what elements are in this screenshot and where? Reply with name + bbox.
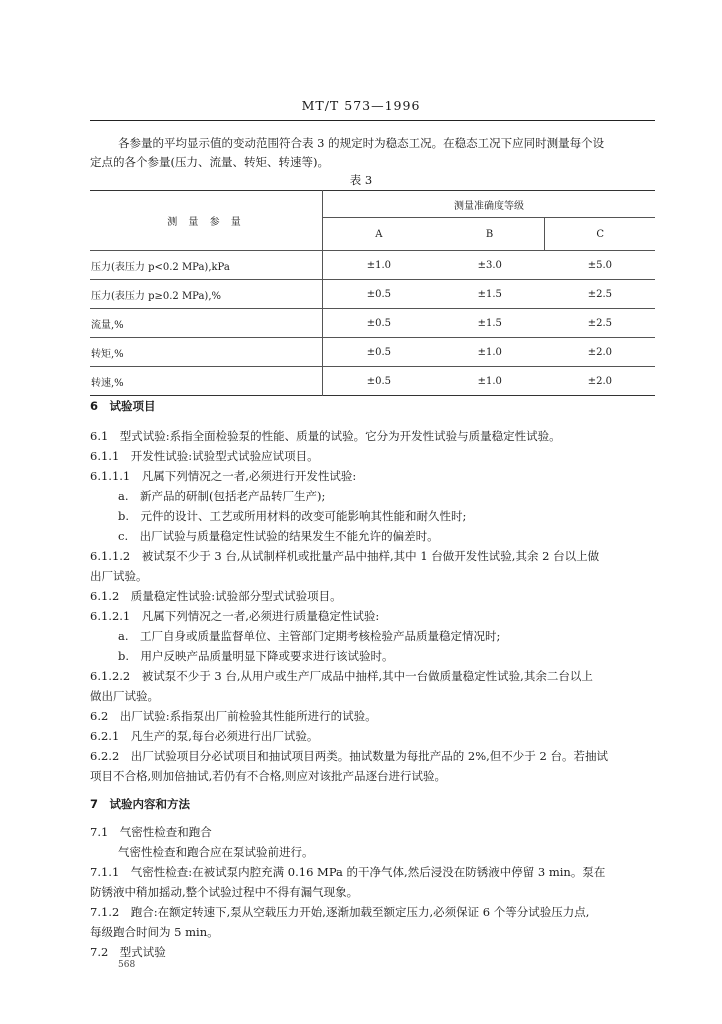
clause-6-1-1-1: 6.1.1.1 凡属下列情况之一者,必须进行开发性试验: <box>90 469 357 483</box>
clause-6-2-2-line-2: 项目不合格,则加倍抽试,若仍有不合格,则应对该批产品逐台进行试验。 <box>90 769 446 783</box>
value-c: ±5.0 <box>545 251 655 280</box>
clause-6-1-2-2-line-2: 做出厂试验。 <box>90 689 159 703</box>
value-a: ±0.5 <box>323 338 435 367</box>
table-caption: 表 3 <box>349 173 373 187</box>
clause-6-1-2-2-line-1: 6.1.2.2 被试泵不少于 3 台,从用户或生产厂成品中抽样,其中一台做质量稳定性试验,其余二台以上 <box>90 669 593 683</box>
value-c: ±2.0 <box>545 338 655 367</box>
param-cell: 压力(表压力 p<0.2 MPa),kPa <box>90 251 323 280</box>
clause-6-2-1: 6.2.1 凡生产的泵,每台必须进行出厂试验。 <box>90 729 319 743</box>
value-b: ±1.0 <box>435 338 545 367</box>
clause-6-1-1-1-a: a. 新产品的研制(包括老产品转厂生产); <box>118 489 326 503</box>
clause-7-1-1-line-1: 7.1.1 气密性检查:在被试泵内腔充满 0.16 MPa 的干净气体,然后浸没在防锈液中停留 3 min。泵在 <box>90 865 606 879</box>
param-column-header: 测 量 参 量 <box>167 217 245 228</box>
section-6-heading: 6 试验项目 <box>90 399 156 413</box>
header-rule <box>90 120 655 121</box>
standard-number-header: MT/T 573—1996 <box>301 98 421 113</box>
clause-6-1-2-1-a: a. 工厂自身或质量监督单位、主管部门定期考核检验产品质量稳定情况时; <box>118 629 501 643</box>
value-a: ±0.5 <box>323 309 435 338</box>
clause-6-1-1: 6.1.1 开发性试验:试验型式试验应试项目。 <box>90 449 319 463</box>
table-row <box>90 338 655 367</box>
table-row <box>90 251 655 280</box>
clause-7-1-2-line-2: 每级跑合时间为 5 min。 <box>90 925 219 939</box>
value-b: ±1.0 <box>435 367 545 396</box>
clause-7-2: 7.2 型式试验 <box>90 945 166 959</box>
clause-6-1-1-2-line-1: 6.1.1.2 被试泵不少于 3 台,从试制样机或批量产品中抽样,其中 1 台做开发性试验,其余 2 台以上做 <box>90 549 600 563</box>
table-3 <box>90 190 655 396</box>
clause-6-1-1-2-line-2: 出厂试验。 <box>90 569 148 583</box>
value-c: ±2.0 <box>545 367 655 396</box>
clause-7-1-1-line-2: 防锈液中稍加摇动,整个试验过程中不得有漏气现象。 <box>90 885 359 899</box>
table-row <box>90 280 655 309</box>
page-number: 568 <box>118 960 136 970</box>
grade-a-header: A <box>323 218 435 251</box>
grade-b-header: B <box>435 218 545 251</box>
param-cell: 转矩,% <box>90 338 323 367</box>
clause-7-1: 7.1 气密性检查和跑合 <box>90 825 212 839</box>
value-a: ±1.0 <box>323 251 435 280</box>
value-a: ±0.5 <box>323 280 435 309</box>
value-a: ±0.5 <box>323 367 435 396</box>
clause-6-1-2-1-b: b. 用户反映产品质量明显下降或要求进行该试验时。 <box>118 649 394 663</box>
clause-6-1-1-1-b: b. 元件的设计、工艺或所用材料的改变可能影响其性能和耐久性时; <box>118 509 467 523</box>
table-row <box>90 367 655 396</box>
intro-line-2: 定点的各个参量(压力、流量、转矩、转速等)。 <box>90 155 329 169</box>
clause-6-1-1-1-c: c. 出厂试验与质量稳定性试验的结果发生不能允许的偏差时。 <box>118 529 439 543</box>
param-cell: 转速,% <box>90 367 323 396</box>
clause-6-1-2: 6.1.2 质量稳定性试验:试验部分型式试验项目。 <box>90 589 342 603</box>
grade-column-header: 测量准确度等级 <box>323 191 656 218</box>
clause-6-1-2-1: 6.1.2.1 凡属下列情况之一者,必须进行质量稳定性试验: <box>90 609 380 623</box>
table-row <box>90 309 655 338</box>
intro-line-1: 各参量的平均显示值的变动范围符合表 3 的规定时为稳态工况。在稳态工况下应同时测量每个设 <box>118 136 605 150</box>
value-c: ±2.5 <box>545 280 655 309</box>
clause-7-1-intro: 气密性检查和跑合应在泵试验前进行。 <box>118 845 314 859</box>
value-b: ±1.5 <box>435 280 545 309</box>
value-b: ±3.0 <box>435 251 545 280</box>
clause-6-1: 6.1 型式试验:系指全面检验泵的性能、质量的试验。它分为开发性试验与质量稳定性试验。 <box>90 429 561 443</box>
clause-6-2-2-line-1: 6.2.2 出厂试验项目分必试项目和抽试项目两类。抽试数量为每批产品的 2%,但不少于 2 台。若抽试 <box>90 749 608 763</box>
param-cell: 压力(表压力 p≥0.2 MPa),% <box>90 280 323 309</box>
value-b: ±1.5 <box>435 309 545 338</box>
clause-7-1-2-line-1: 7.1.2 跑合:在额定转速下,泵从空载压力开始,逐渐加载至额定压力,必须保证 6 个等分试验压力点, <box>90 905 590 919</box>
grade-c-header: C <box>545 218 655 251</box>
param-cell: 流量,% <box>90 309 323 338</box>
clause-6-2: 6.2 出厂试验:系指泵出厂前检验其性能所进行的试验。 <box>90 709 377 723</box>
value-c: ±2.5 <box>545 309 655 338</box>
section-7-heading: 7 试验内容和方法 <box>90 797 191 811</box>
